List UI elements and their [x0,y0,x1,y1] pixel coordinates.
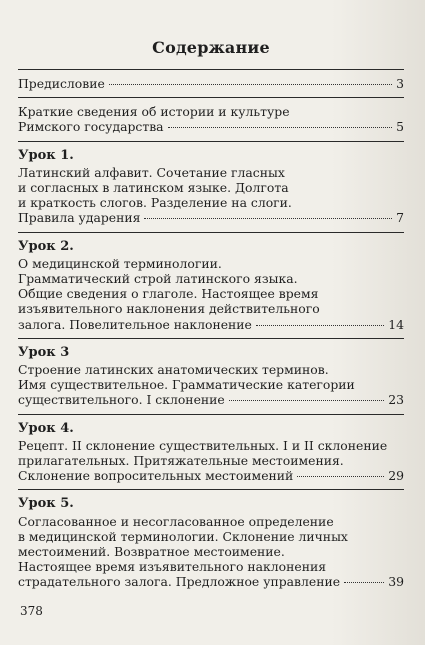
toc-entry-text: залога. Повелительное наклонение [18,316,252,332]
toc-page-number: 23 [388,392,404,408]
toc-lead-line [18,210,404,225]
lesson-heading: Урок 3 [18,344,70,360]
toc-entry-line: Имя существительное. Грамматические категории [18,377,355,393]
toc-entry-text: Предисловие [18,76,105,91]
contents-page [18,38,404,590]
toc-lead-line [18,317,404,332]
separator [18,489,404,490]
lesson-heading: Урок 2. [18,238,74,254]
toc-entry-text: страдательного залога. Предложное управление [18,574,341,590]
leader-dots [256,325,384,326]
toc-entry-lesson-3 [18,345,404,408]
toc-entry-line: Настоящее время изъявительного наклонения [18,559,327,575]
toc-lead-line [18,574,404,589]
toc-entry-line: Общие сведения о глаголе. Настоящее время [18,286,319,302]
separator [18,232,404,233]
toc-lead-line [18,468,404,483]
toc-lead-line [18,119,404,134]
separator [18,414,404,415]
toc-entry-line: прилагательных. Притяжательные местоимения. [18,453,344,469]
toc-entry-lesson-2 [18,239,404,332]
toc-entry-lesson-4 [18,421,404,484]
toc-entry-line: изъявительного наклонения действительного [18,301,320,317]
page-title: Содержание [152,38,270,57]
toc-entry-text: Склонение вопросительных местоимений [18,468,294,484]
toc-entry-line: и согласных в латинском языке. Долгота [18,180,289,196]
toc-entry-line: О медицинской терминологии. [18,255,222,271]
lesson-heading: Урок 4. [18,420,74,436]
toc-entry-text: Правила ударения [18,210,141,226]
toc-entry-lesson-1 [18,148,404,226]
toc-entry-line: Согласованное и несогласованное определение [18,513,334,529]
toc-entry-lesson-5 [18,496,404,589]
leader-dots [344,582,384,583]
toc-page-number: 29 [388,468,404,484]
leader-dots [109,84,392,85]
toc-entry-line: в медицинской терминологии. Склонение личных [18,528,348,544]
toc-entry-text: существительного. I склонение [18,392,225,408]
toc-lead-line [18,392,404,407]
toc-entry-line: Грамматический строй латинского языка. [18,271,298,287]
toc-entry-preface [18,76,404,91]
leader-dots [168,127,393,128]
toc-entry-text: Римского государства [18,119,164,135]
leader-dots [297,476,384,477]
separator [18,338,404,339]
toc-entry-line: Краткие сведения об истории и культуре [18,104,290,120]
toc-page-number: 7 [396,210,404,226]
toc-page-number: 39 [388,574,404,590]
leader-dots [144,218,392,219]
toc-entry-line: местоимений. Возвратное местоимение. [18,544,285,560]
separator [18,97,404,98]
separator [18,69,404,70]
page-number: 378 [20,604,43,618]
toc-lead-line [18,76,404,91]
separator [18,141,404,142]
toc-entry-line: Рецепт. II склонение существительных. I и II склонение [18,437,388,453]
leader-dots [229,400,384,401]
toc-entry-line: Строение латинских анатомических терминов. [18,362,329,378]
toc-entry-line: и краткость слогов. Разделение на слоги. [18,195,292,211]
toc-page-number: 5 [396,119,404,135]
lesson-heading: Урок 5. [18,496,74,512]
toc-page-number: 3 [396,76,404,91]
toc-page-number: 14 [388,316,404,332]
toc-entry-history [18,104,404,134]
lesson-heading: Урок 1. [18,147,74,163]
toc-entry-line: Латинский алфавит. Сочетание гласных [18,164,285,180]
